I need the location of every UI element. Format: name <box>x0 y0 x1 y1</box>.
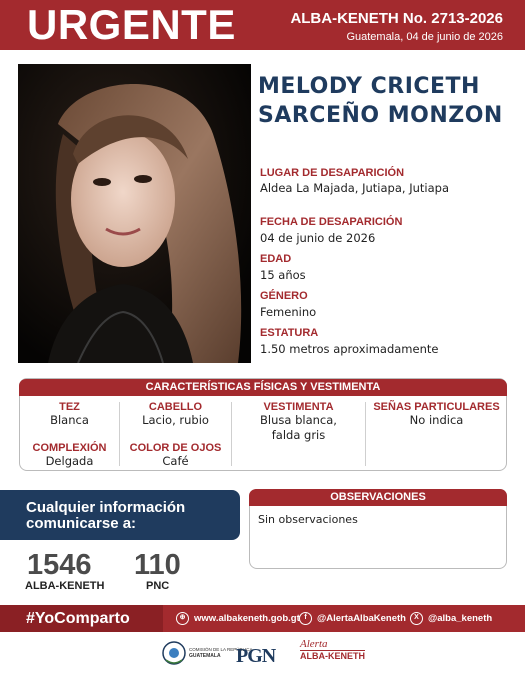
contact-line1: Cualquier información <box>26 499 186 516</box>
pgn-logo <box>236 645 275 668</box>
vestimenta-value <box>232 413 365 443</box>
detail-label-height: ESTATURA <box>260 327 319 339</box>
globe-icon: ⊕ <box>176 612 189 625</box>
contact-text <box>26 500 185 532</box>
detail-value-age: 15 años <box>260 268 306 282</box>
detail-label-gender: GÉNERO <box>260 290 308 302</box>
phone-number-pnc[interactable]: 110 <box>134 549 181 581</box>
alerta-logo-top: Alerta <box>300 638 328 650</box>
detail-value-height: 1.50 metros aproximadamente <box>260 342 439 356</box>
cabello-label: CABELLO <box>148 401 203 413</box>
phone-number-alba[interactable]: 1546 <box>27 549 92 581</box>
ojos-value: Café <box>162 454 189 468</box>
missing-person-photo <box>18 64 251 363</box>
observations-title: OBSERVACIONES <box>249 489 507 506</box>
ojos-label: COLOR DE OJOS <box>129 442 222 454</box>
facebook-link[interactable] <box>299 605 406 632</box>
detail-label-place: LUGAR DE DESAPARICIÓN <box>260 167 405 179</box>
hashtag[interactable]: #YoComparto <box>0 605 163 632</box>
facebook-text: @AlertaAlbaKeneth <box>317 613 406 624</box>
x-icon: X <box>410 612 423 625</box>
phone-label-alba: ALBA-KENETH <box>25 580 105 592</box>
alerta-alba-keneth-logo <box>300 639 365 662</box>
person-name-line1: MELODY CRICETH <box>258 74 480 99</box>
urgent-title: URGENTE <box>27 1 236 48</box>
detail-label-age: EDAD <box>260 253 292 265</box>
vestimenta-label: VESTIMENTA <box>263 401 334 413</box>
location-date: Guatemala, 04 de junio de 2026 <box>346 31 503 43</box>
gov-logo-line1: COMISIÓN DE LA REPÚBLICA <box>189 647 253 652</box>
complexion-label: COMPLEXIÓN <box>32 442 107 454</box>
person-name-line2: SARCEÑO MONZON <box>258 103 503 128</box>
case-number: ALBA-KENETH No. 2713-2026 <box>290 10 503 27</box>
vestimenta-value-line2: falda gris <box>271 428 326 442</box>
phone-label-pnc: PNC <box>146 580 170 592</box>
vestimenta-value-line1: Blusa blanca, <box>260 413 337 427</box>
contact-line2: comunicarse a: <box>26 515 137 532</box>
portrait-illustration <box>18 64 251 363</box>
cabello-value: Lacio, rubio <box>142 413 209 427</box>
tez-label: TEZ <box>59 401 80 413</box>
detail-value-gender: Femenino <box>260 305 317 319</box>
detail-value-date: 04 de junio de 2026 <box>260 231 376 245</box>
alerta-logo-main: ALBA-KENETH <box>300 651 365 661</box>
senas-label: SEÑAS PARTICULARES <box>373 401 500 413</box>
detail-value-place: Aldea La Majada, Jutiapa, Jutiapa <box>260 181 449 195</box>
detail-label-date: FECHA DE DESAPARICIÓN <box>260 216 403 228</box>
person-name <box>258 72 503 130</box>
senas-value: No indica <box>409 413 464 427</box>
tez-value: Blanca <box>50 413 89 427</box>
characteristics-title: CARACTERÍSTICAS FÍSICAS Y VESTIMENTA <box>19 379 507 396</box>
pgn-logo-text: PGN <box>236 645 276 667</box>
facebook-icon: f <box>299 612 312 625</box>
gov-logo-line2: GUATEMALA <box>189 653 221 659</box>
website-text: www.albakeneth.gob.gt <box>194 613 300 624</box>
website-link[interactable] <box>176 605 300 632</box>
twitter-link[interactable] <box>410 605 492 632</box>
complexion-value: Delgada <box>45 454 94 468</box>
twitter-text: @alba_keneth <box>428 613 493 624</box>
observations-text: Sin observaciones <box>258 513 358 526</box>
gov-seal-icon <box>162 640 186 666</box>
